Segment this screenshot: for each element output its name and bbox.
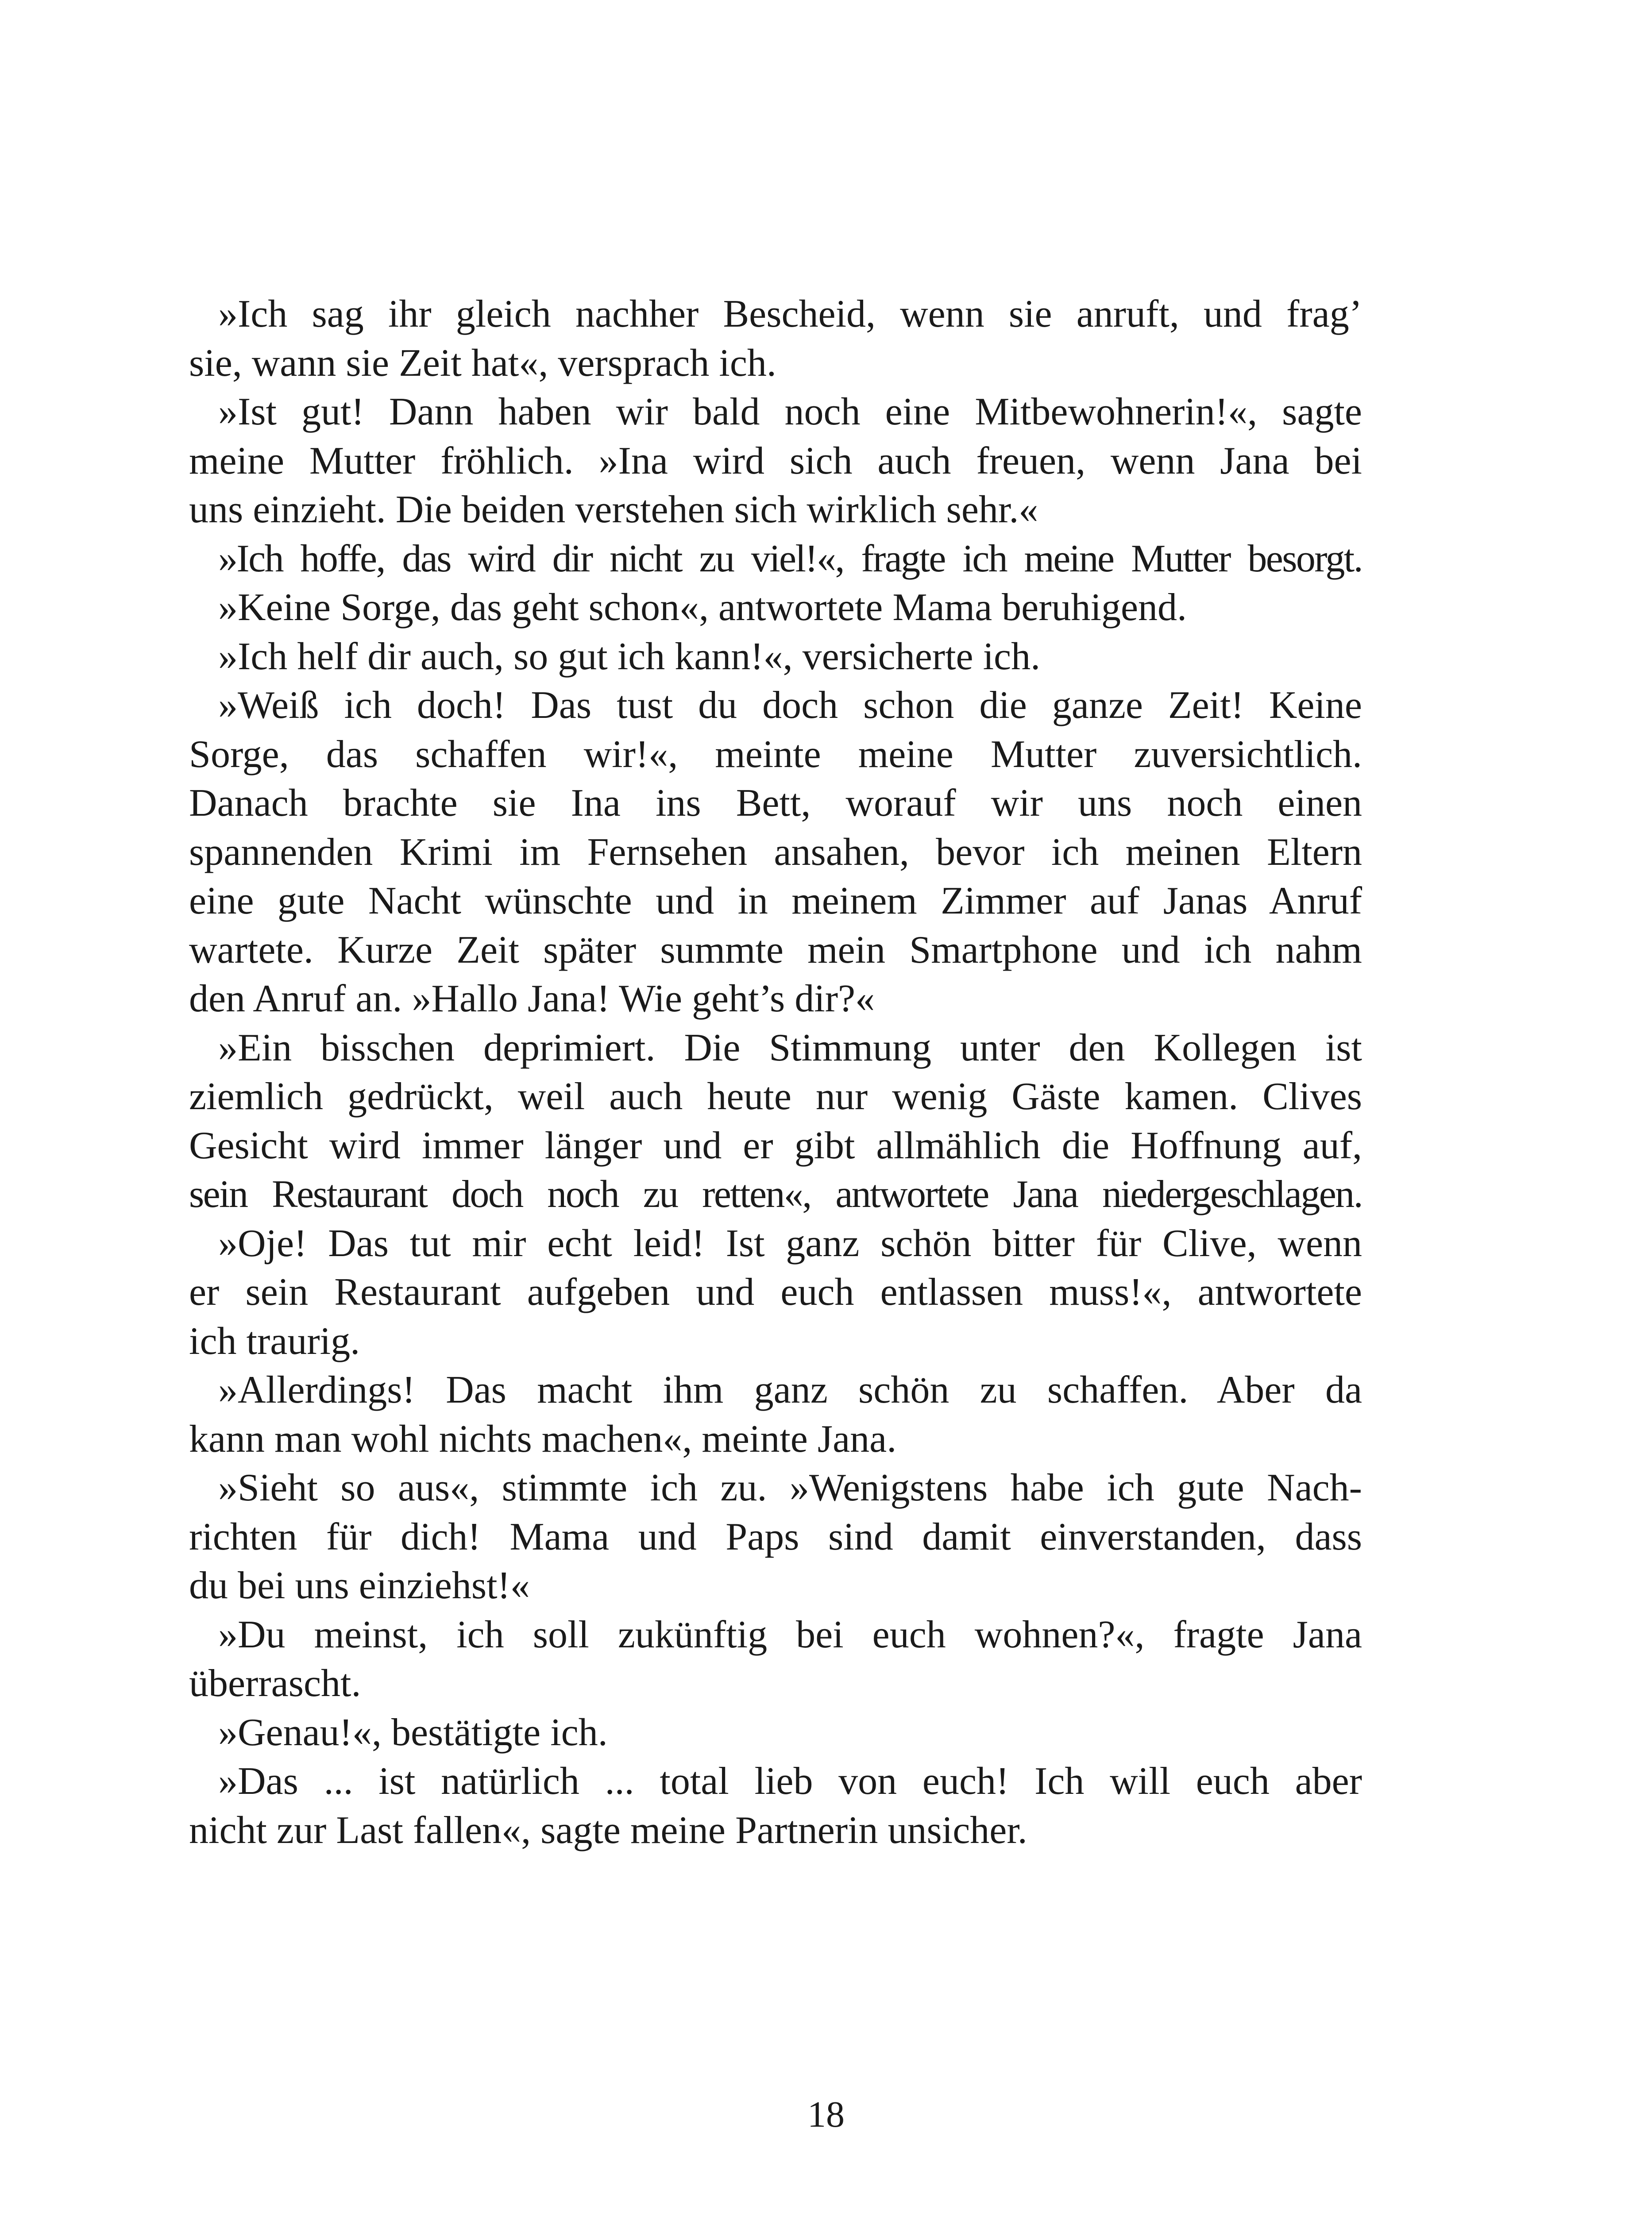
text-line: »Das ... ist natürlich ... total lieb von euch! Ich will euch aber: [218, 1760, 1362, 1803]
text-line: er sein Restaurant aufgeben und euch entlassen muss!«, antwortete: [189, 1271, 1362, 1314]
text-line: eine gute Nacht wünschte und in meinem Zimmer auf Janas Anruf: [189, 879, 1362, 922]
text-line: Gesicht wird immer länger und er gibt allmählich die Hoffnung auf,: [189, 1124, 1362, 1167]
text-line: richten für dich! Mama und Paps sind damit einverstanden, dass: [189, 1515, 1362, 1558]
text-line: überrascht.: [189, 1662, 361, 1705]
text-line: »Weiß ich doch! Das tust du doch schon die ganze Zeit! Keine: [218, 684, 1362, 727]
text-line: Danach brachte sie Ina ins Bett, worauf wir uns noch einen: [189, 782, 1362, 825]
text-line: du bei uns einziehst!«: [189, 1564, 530, 1607]
text-line: meine Mutter fröhlich. »Ina wird sich auch freuen, wenn Jana bei: [189, 439, 1362, 482]
body-text: [189, 290, 1362, 1855]
text-line: den Anruf an. »Hallo Jana! Wie geht’s dir?«: [189, 977, 875, 1020]
text-line: kann man wohl nichts machen«, meinte Jana.: [189, 1417, 897, 1461]
text-line: nicht zur Last fallen«, sagte meine Partnerin unsicher.: [189, 1808, 1027, 1852]
text-line: »Ich sag ihr gleich nachher Bescheid, wenn sie anruft, und frag’: [218, 293, 1362, 335]
text-line: »Oje! Das tut mir echt leid! Ist ganz schön bitter für Clive, wenn: [218, 1222, 1362, 1265]
text-line: »Sieht so aus«, stimmte ich zu. »Wenigstens habe ich gute Nach-: [218, 1466, 1362, 1509]
text-line: wartete. Kurze Zeit später summte mein Smartphone und ich nahm: [189, 928, 1362, 972]
page-number: 18: [807, 2094, 845, 2135]
text-line: »Genau!«, bestätigte ich.: [218, 1711, 608, 1754]
text-line: ziemlich gedrückt, weil auch heute nur wenig Gäste kamen. Clives: [189, 1075, 1362, 1118]
text-line: sie, wann sie Zeit hat«, versprach ich.: [189, 341, 776, 385]
text-line: »Ist gut! Dann haben wir bald noch eine Mitbewohnerin!«, sagte: [218, 390, 1362, 433]
text-line: spannenden Krimi im Fernsehen ansahen, bevor ich meinen Eltern: [189, 830, 1362, 874]
text-line: »Ich hoffe, das wird dir nicht zu viel!«, fragte ich meine Mutter besorgt.: [218, 537, 1362, 580]
text-line: »Allerdings! Das macht ihm ganz schön zu schaffen. Aber da: [218, 1369, 1362, 1411]
text-line: »Ich helf dir auch, so gut ich kann!«, versicherte ich.: [218, 635, 1041, 678]
text-line: uns einzieht. Die beiden verstehen sich wirklich sehr.«: [189, 488, 1038, 531]
text-line: »Keine Sorge, das geht schon«, antwortete Mama beruhigend.: [218, 586, 1187, 629]
text-line: Sorge, das schaffen wir!«, meinte meine Mutter zuversichtlich.: [189, 733, 1362, 776]
text-line: sein Restaurant doch noch zu retten«, antwortete Jana niedergeschlagen.: [189, 1173, 1362, 1216]
text-line: ich traurig.: [189, 1319, 360, 1363]
text-line: »Ein bisschen deprimiert. Die Stimmung unter den Kollegen ist: [218, 1026, 1362, 1069]
text-line: »Du meinst, ich soll zukünftig bei euch wohnen?«, fragte Jana: [218, 1613, 1362, 1656]
